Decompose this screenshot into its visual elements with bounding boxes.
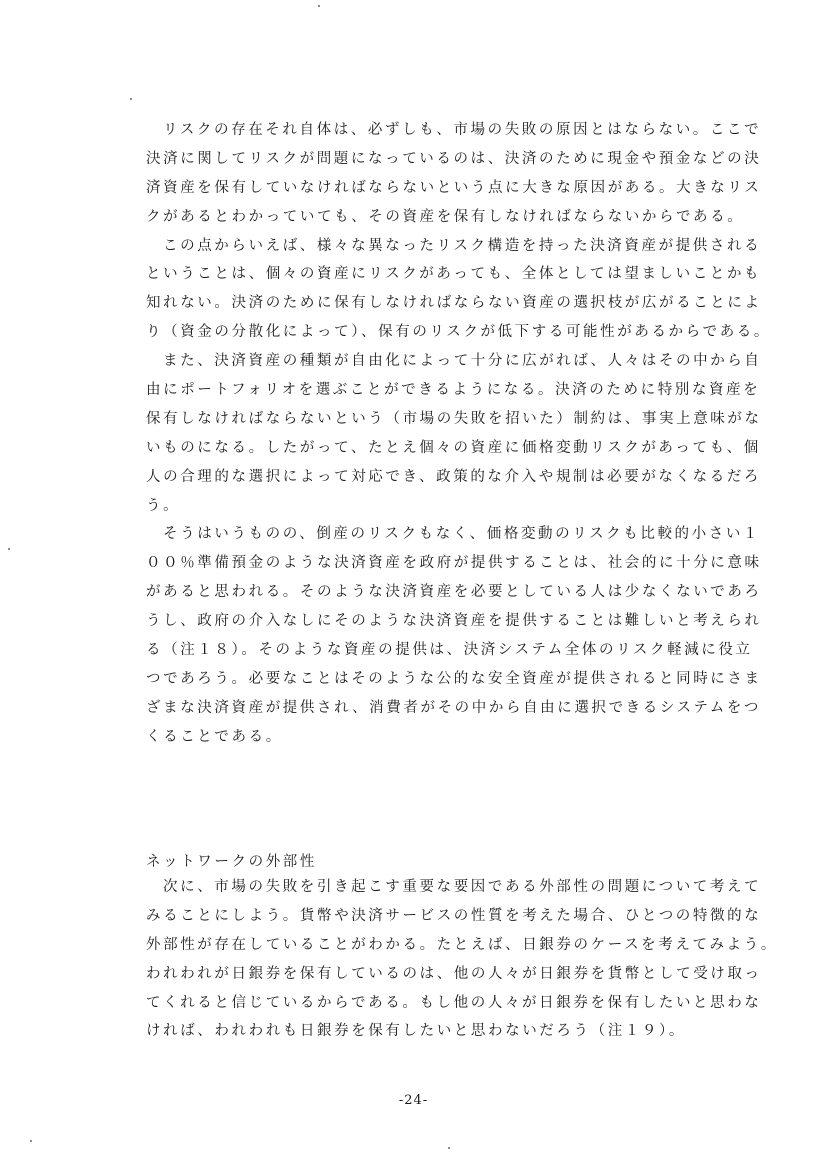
text-line: 決済に関してリスクが問題になっているのは、決済のために現金や預金などの決 [146,150,762,167]
text-line: リスクの存在それ自体は、必ずしも、市場の失敗の原因とはならない。ここで [163,122,762,138]
text-line: みることにしよう。貨幣や決済サービスの性質を考えた場合、ひとつの特徴的な [146,907,762,924]
text-line: があると思われる。そのような決済資産を必要としている人は少なくないであろ [146,584,762,601]
text-line: 外部性が存在していることがわかる。たとえば、日銀券のケースを考えてみよう。 [146,936,778,953]
text-line: われわれが日銀券を保有しているのは、他の人々が日銀券を貨幣として受け取っ [146,965,762,982]
scan-speck [130,98,132,100]
text-line: うし、政府の介入なしにそのような決済資産を提供することは難しいと考えられ [146,613,762,630]
scan-speck [318,5,320,7]
text-line: てくれると信じているからである。もし他の人々が日銀券を保有したいと思わな [146,994,762,1011]
text-line: そうはいうものの、倒産のリスクもなく、価格変動のリスクも比較的小さい１ [163,526,761,543]
text-line: ということは、個々の資産にリスクがあっても、全体としては望ましいことかも [146,266,762,283]
section-body-externality [146,873,778,1046]
text-line: 次に、市場の失敗を引き起こす重要な要因である外部性の問題について考えて [163,879,762,895]
text-line: 人の合理的な選択によって対応でき、政策的な介入や規制は必要がなくなるだろ [146,468,762,485]
scan-speck [8,548,10,550]
section-body-risk [146,116,772,752]
text-line: また、決済資産の種類が自由化によって十分に広がれば、人々はその中から自 [163,353,762,370]
text-line: り（資金の分散化によって）、保有のリスクが低下する可能性があるからである。 [146,324,772,341]
page-number: -24- [398,1093,429,1108]
text-line: 保有しなければならないという（市場の失敗を招いた）制約は、事実上意味がな [146,410,762,427]
text-line: ければ、われわれも日銀券を保有したいと思わないだろう（注１９）。 [146,1023,686,1040]
text-line: いものになる。したがって、たとえ個々の資産に価格変動リスクがあっても、個 [146,439,761,456]
text-line: 知れない。決済のために保有しなければならない資産の選択枝が広がることによ [146,295,762,312]
scan-speck [30,1140,32,1142]
text-line: ００％準備預金のような決済資産を政府が提供することは、社会的に十分に意味 [146,555,762,572]
text-line: クがあるとわかっていても、その資産を保有しなければならないからである。 [146,208,745,225]
text-line: る（注１８）。そのような資産の提供は、決済システム全体のリスク軽減に役立 [146,642,753,659]
text-line: つであろう。必要なことはそのような公的な安全資産が提供されると同時にさま [146,670,762,687]
text-line: 済資産を保有していなければならないという点に大きな原因がある。大きなリス [146,179,762,196]
text-line: う。 [146,497,181,514]
text-line: くることである。 [146,728,283,745]
text-line: 由にポートフォリオを選ぶことができるようになる。決済のために特別な資産を [146,382,761,399]
section-heading: ネットワークの外部性 [146,854,317,870]
text-line: この点からいえば、様々な異なったリスク構造を持った決済資産が提供される [163,237,762,254]
text-line: ざまな決済資産が提供され、消費者がその中から自由に選択できるシステムをつ [146,699,762,716]
scan-speck [448,1147,450,1149]
